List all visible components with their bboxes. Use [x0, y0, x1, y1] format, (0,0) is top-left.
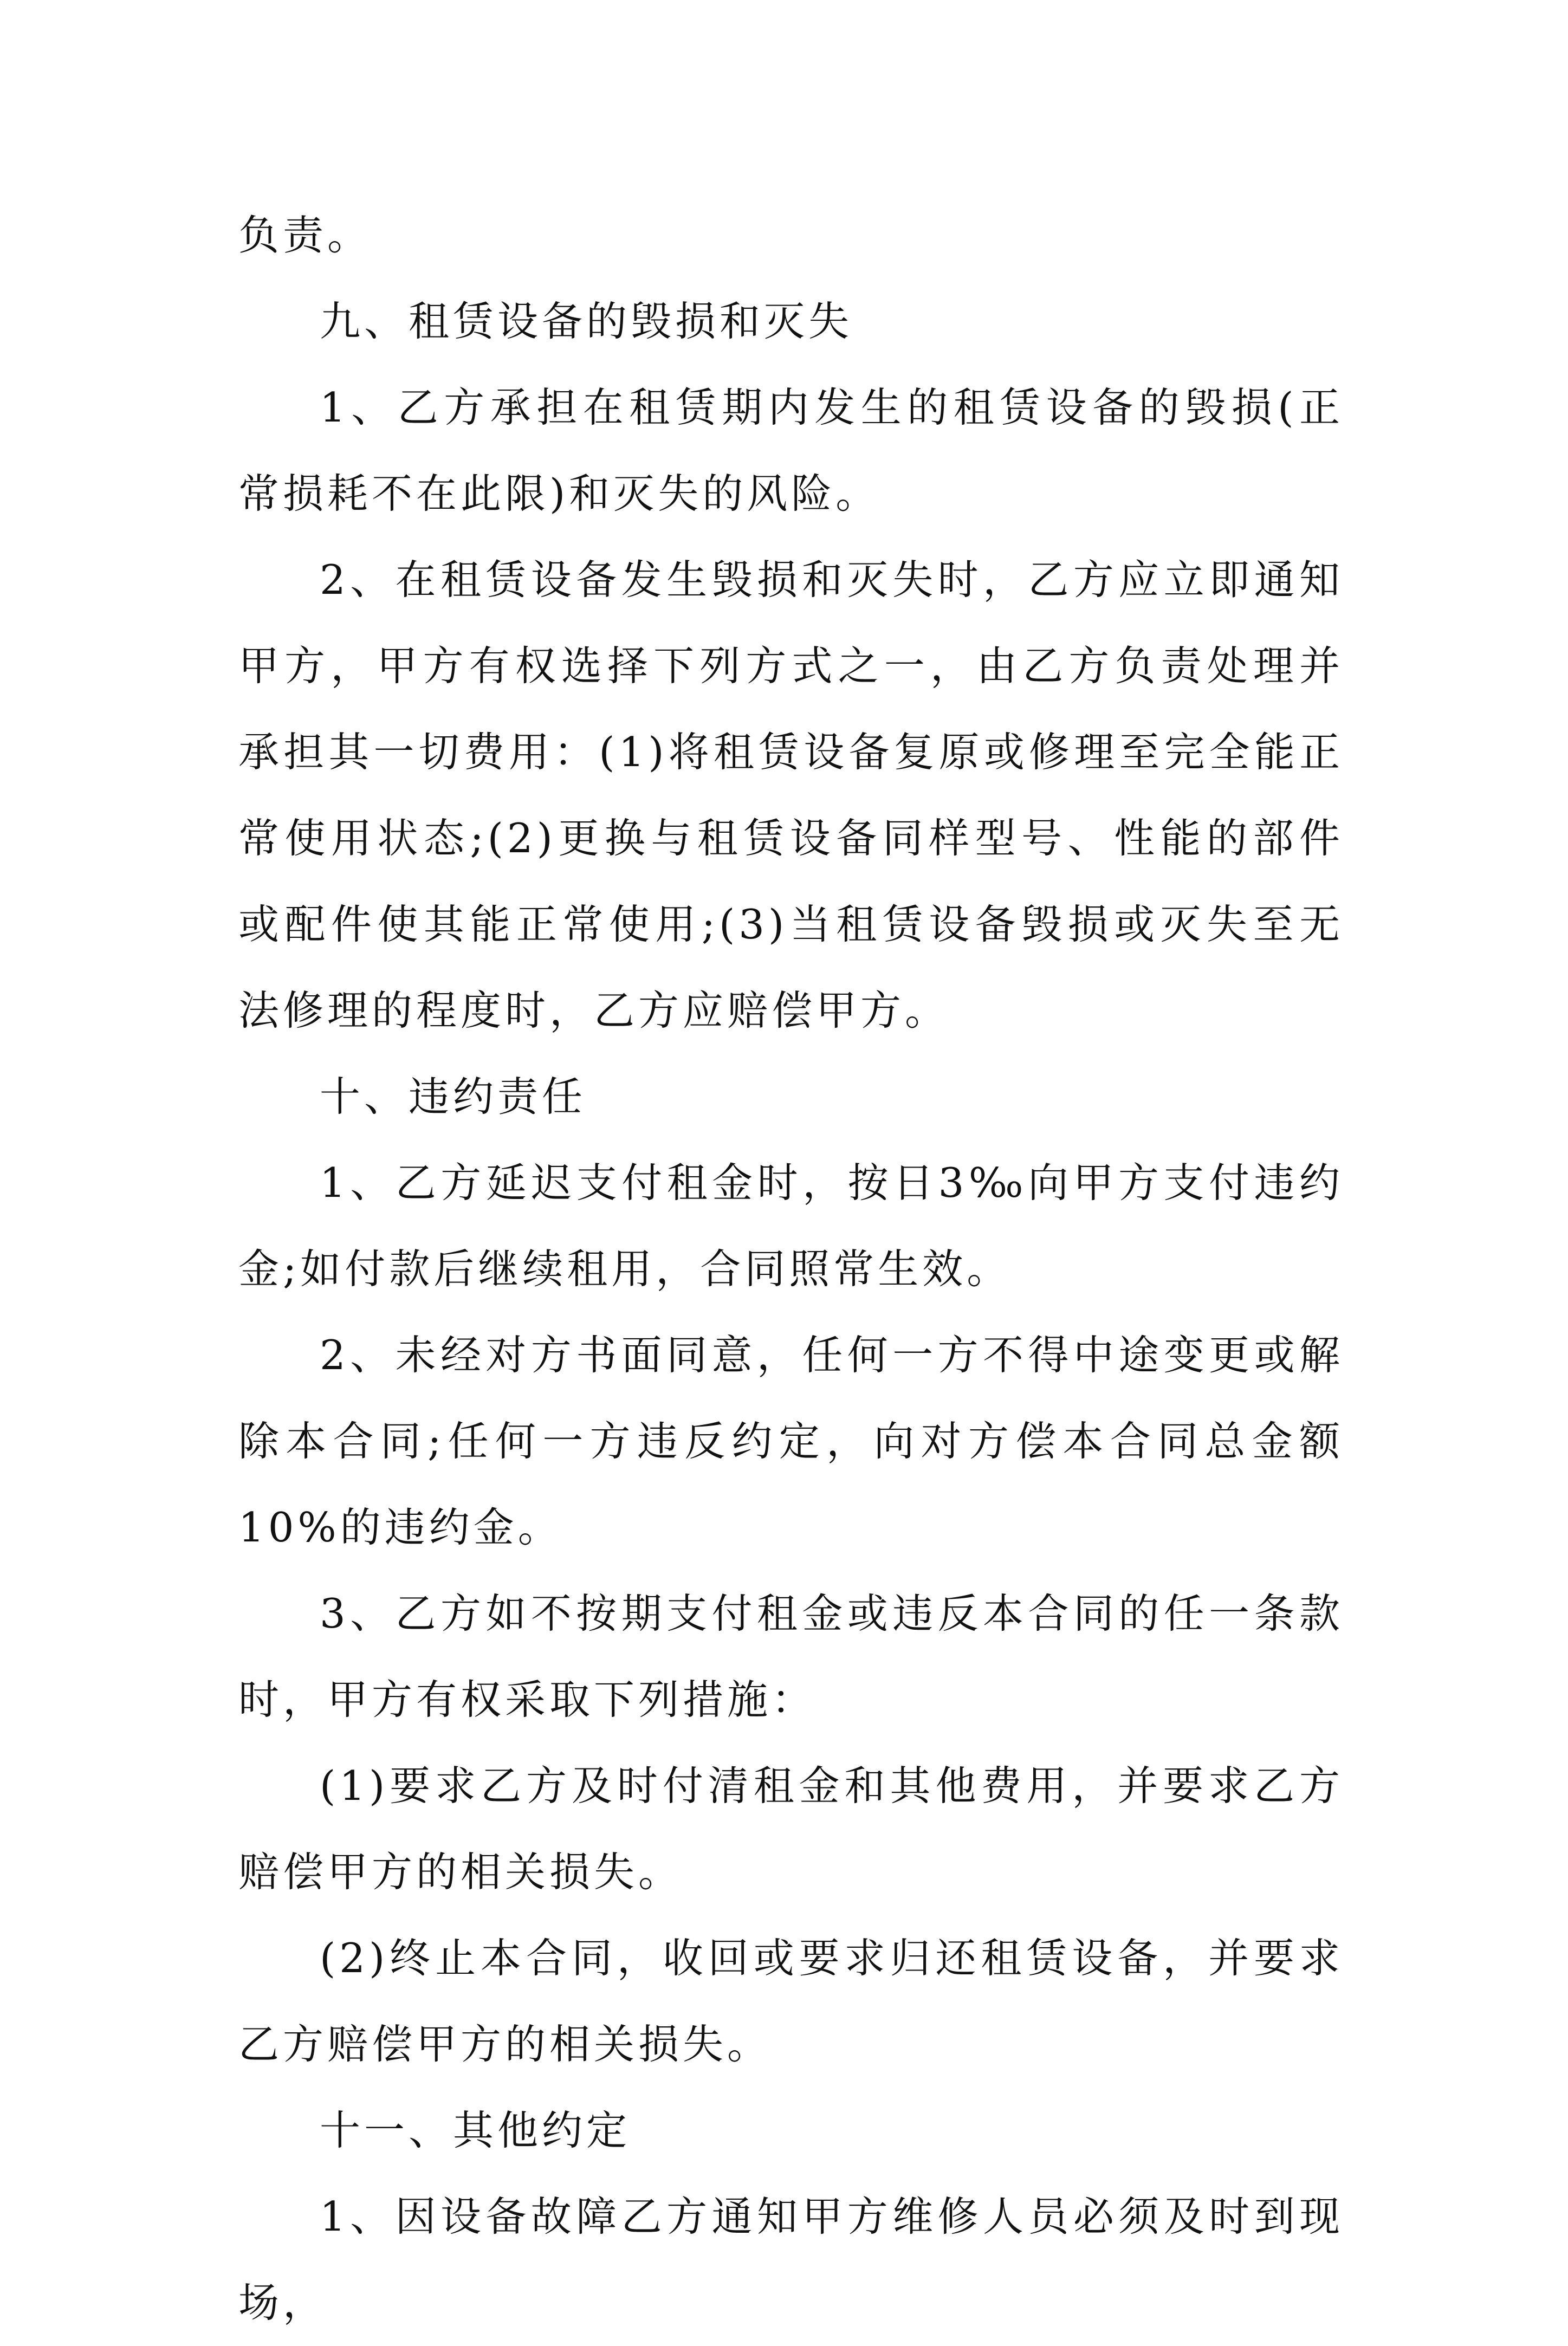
clause-10-1: 1、乙方延迟支付租金时，按日3‰向甲方支付违约金;如付款后继续租用，合同照常生效。: [238, 1159, 1344, 1293]
clause-10-3: 3、乙方如不按期支付租金或违反本合同的任一条款时，甲方有权采取下列措施：: [238, 1590, 1344, 1723]
section-heading-9: 九、租赁设备的毁损和灭失: [320, 297, 853, 345]
clause-11-1: 1、因设备故障乙方通知甲方维修人员必须及时到现场，: [238, 2193, 1344, 2326]
clause-10-2: 2、未经对方书面同意，任何一方不得中途变更或解除本合同;任何一方违反约定，向对方偿本合同总金额10%的违约金。: [238, 1331, 1344, 1551]
clause-10-3-item-2: (2)终止本合同，收回或要求归还租赁设备，并要求乙方赔偿甲方的相关损失。: [238, 1934, 1344, 2068]
paragraph-continuation: 负责。: [238, 211, 372, 259]
document-body: [238, 192, 1344, 2346]
section-heading-10: 十、违约责任: [320, 1073, 587, 1120]
clause-9-1: 1、乙方承担在租赁期内发生的租赁设备的毁损(正常损耗不在此限)和灭失的风险。: [238, 384, 1344, 517]
clause-9-2: 2、在租赁设备发生毁损和灭失时，乙方应立即通知甲方，甲方有权选择下列方式之一，由乙方负责处理并承担其一切费用：(1)将租赁设备复原或修理至完全能正常使用状态;(2)更换与租赁设备同样型号、性能的部件或配件使其能正常使用;(3)当租赁设备毁损或灭失至无法修理的程度时，乙方应赔偿甲方。: [238, 556, 1344, 1034]
section-heading-11: 十一、其他约定: [320, 2107, 631, 2154]
clause-10-3-item-1: (1)要求乙方及时付清租金和其他费用，并要求乙方赔偿甲方的相关损失。: [238, 1762, 1344, 1896]
